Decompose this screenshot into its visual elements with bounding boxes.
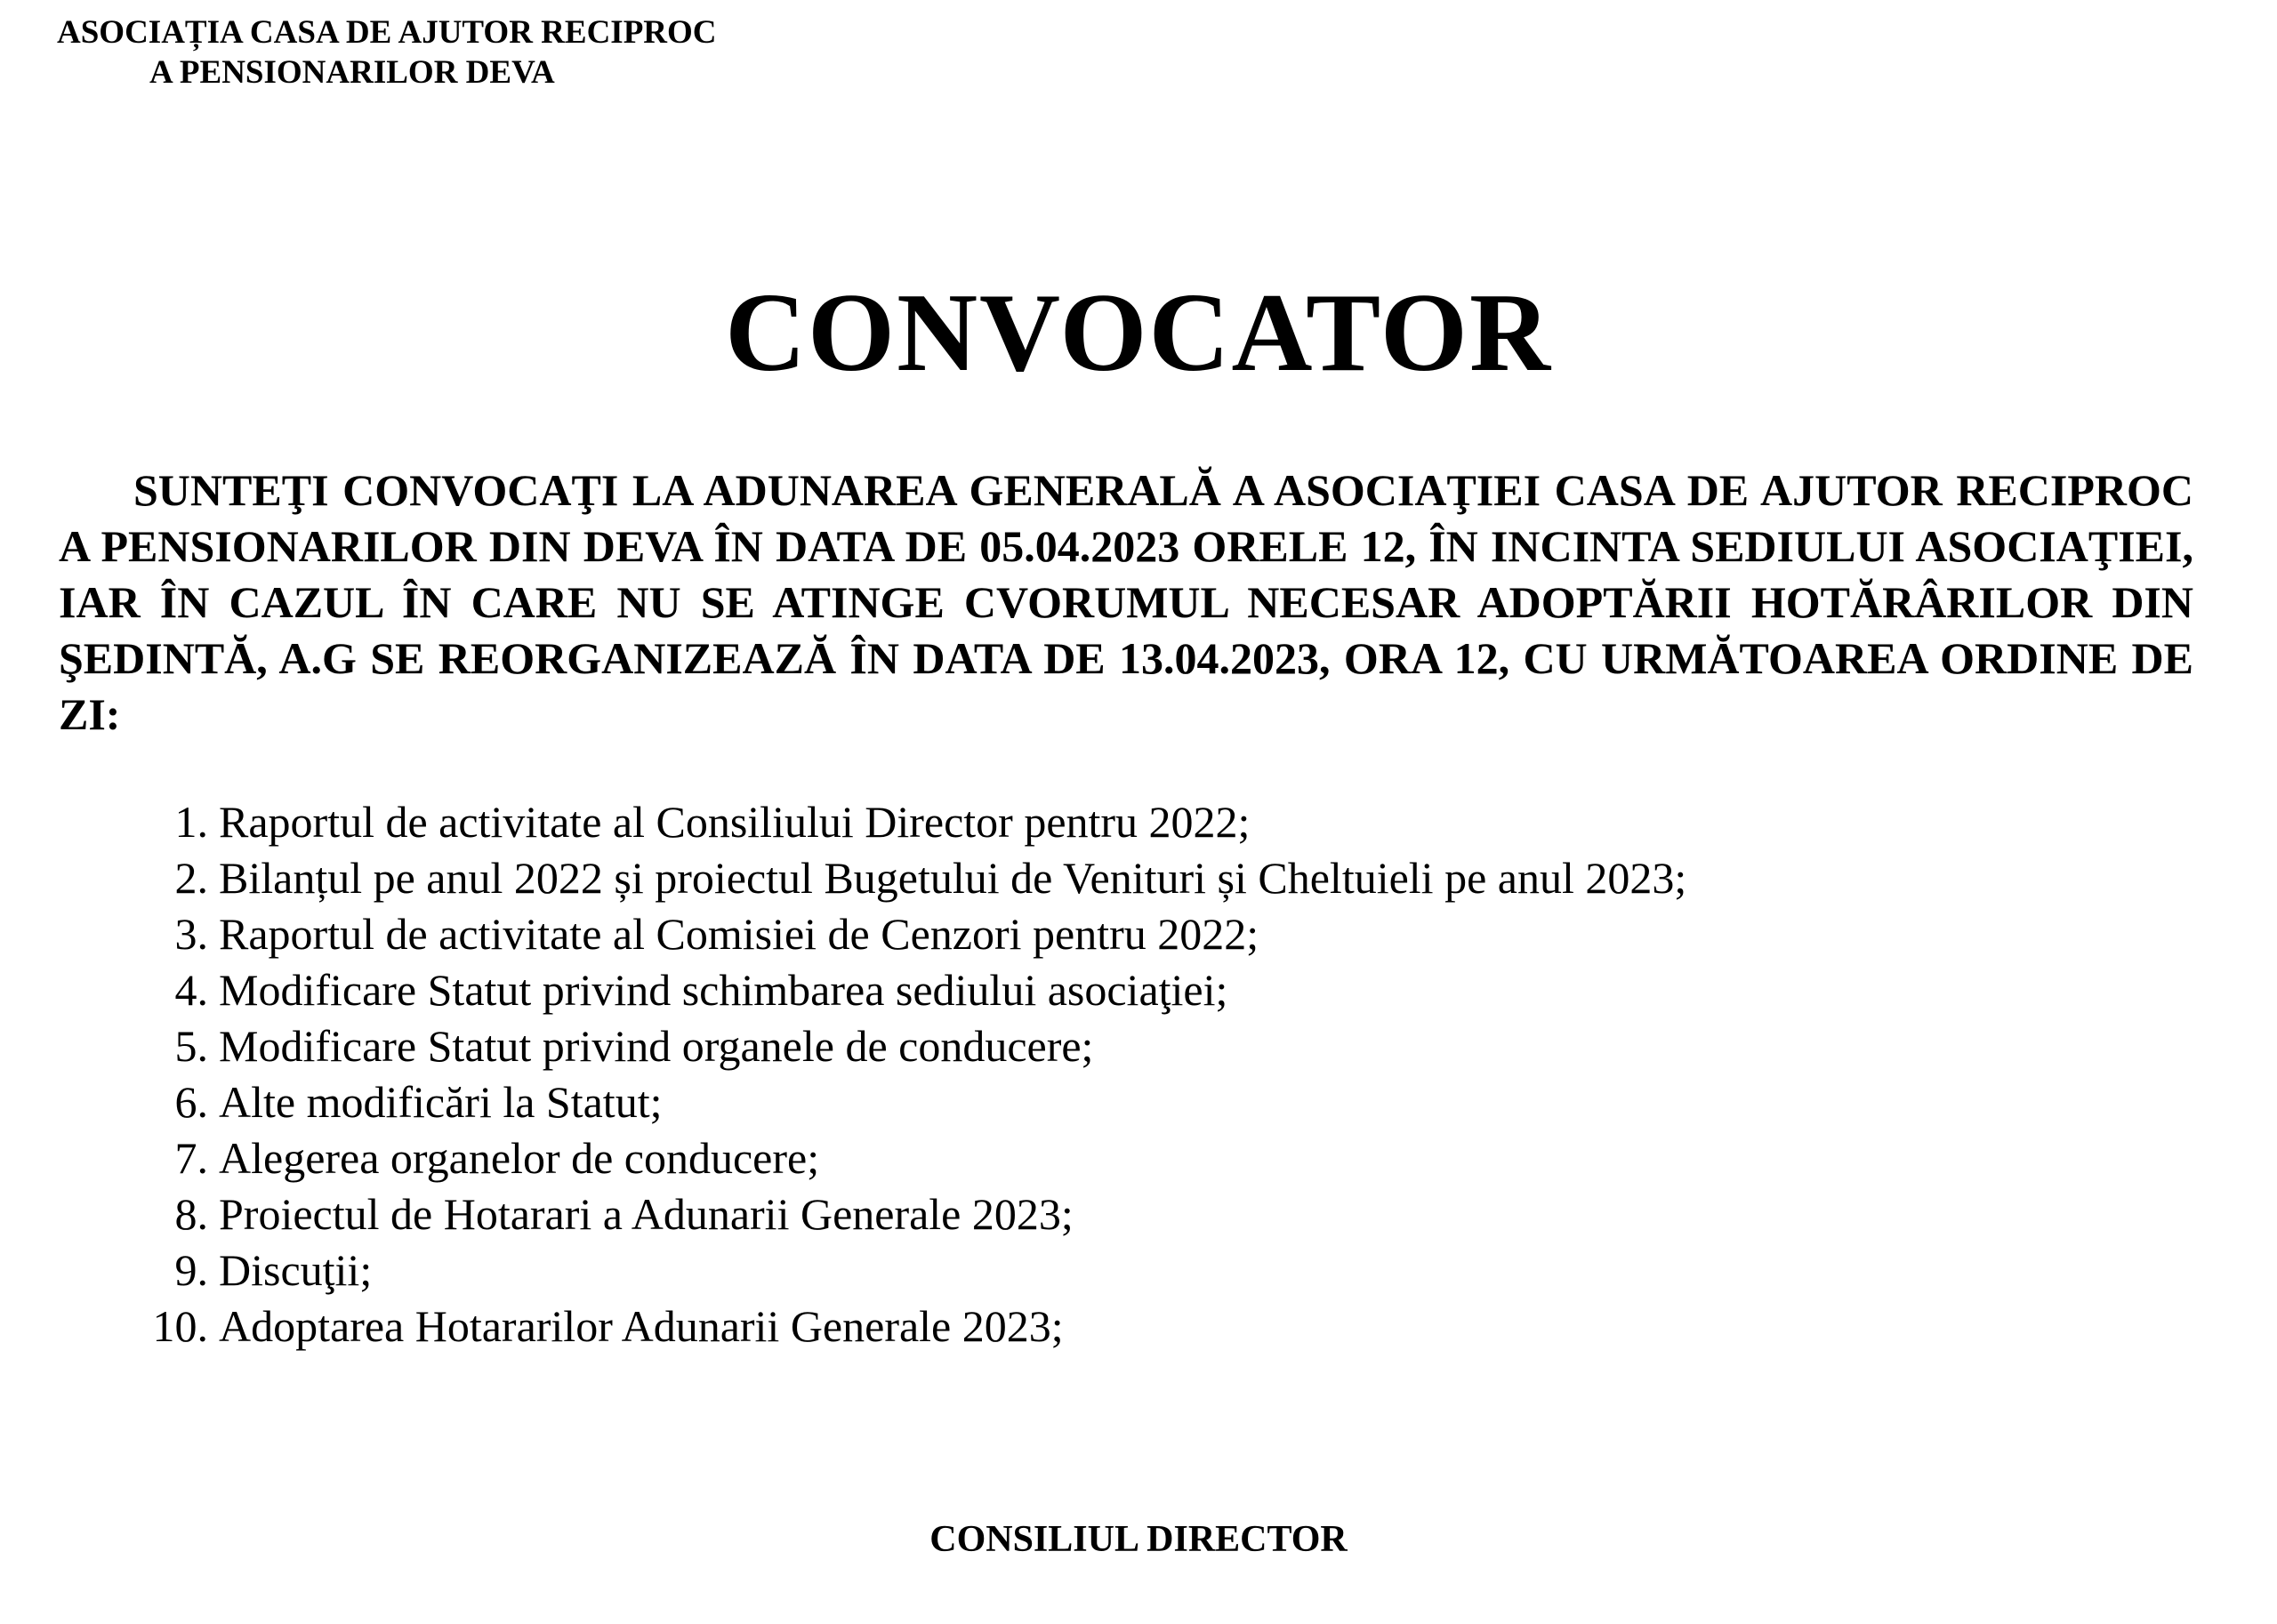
agenda-item-text: Bilanțul pe anul 2022 și proiectul Bugetului de Venituri și Cheltuieli pe anul 2023; [219, 853, 1687, 903]
agenda-item-text: Alte modificări la Statut; [219, 1077, 663, 1127]
agenda-item-text: Adoptarea Hotararilor Adunarii Generale 2023; [219, 1301, 1064, 1351]
signature-line: CONSILIUL DIRECTOR [929, 1519, 1348, 1560]
agenda-item-number: 3. [174, 909, 208, 959]
document-title: CONVOCATOR [725, 271, 1552, 395]
organization-header [57, 12, 717, 92]
agenda-item-number: 1. [174, 797, 208, 847]
agenda-item-text: Raportul de activitate al Consiliului Director pentru 2022; [219, 797, 1251, 847]
agenda-item [125, 1018, 1686, 1074]
agenda-item-text: Proiectul de Hotarari a Adunarii Generale 2023; [219, 1189, 1074, 1239]
agenda-item-number: 4. [174, 965, 208, 1015]
organization-name-line2: A PENSIONARILOR DEVA [149, 54, 555, 91]
agenda-item [125, 850, 1686, 906]
agenda-item [125, 1130, 1686, 1186]
agenda-item-number: 2. [174, 853, 208, 903]
agenda-item-text: Discuţii; [219, 1245, 373, 1295]
agenda-item-text: Raportul de activitate al Comisiei de Cenzori pentru 2022; [219, 909, 1259, 959]
agenda-item-number: 7. [174, 1133, 208, 1183]
agenda-item-number: 8. [174, 1189, 208, 1239]
agenda-item-text: Modificare Statut privind schimbarea sediului asociaţiei; [219, 965, 1228, 1015]
agenda-item [125, 1074, 1686, 1130]
organization-name-line1: ASOCIAȚIA CASA DE AJUTOR RECIPROC [57, 14, 717, 51]
agenda-item-number: 5. [174, 1021, 208, 1071]
convocation-paragraph: SUNTEŢI CONVOCAŢI LA ADUNAREA GENERALĂ A ASOCIAŢIEI CASA DE AJUTOR RECIPROC A PENSIONARILOR DIN DEVA ÎN DATA DE 05.04.2023 ORELE 12, ÎN INCINTA SEDIULUI ASOCIAŢIEI, IAR ÎN CAZUL ÎN CARE NU SE ATINGE CVORUMUL NECESAR ADOPTĂRII HOTĂRÂRILOR DIN ŞEDINTĂ, A.G SE REORGANIZEAZĂ ÎN DATA DE 13.04.2023, ORA 12, CU URMĂTOAREA ORDINE DE ZI: [59, 465, 2193, 739]
agenda-item [125, 1298, 1686, 1355]
agenda-item-number: 6. [174, 1077, 208, 1127]
agenda-item-text: Modificare Statut privind organele de conducere; [219, 1021, 1094, 1071]
agenda-item [125, 1242, 1686, 1298]
agenda-item-text: Alegerea organelor de conducere; [219, 1133, 820, 1183]
agenda-item [125, 1186, 1686, 1242]
agenda-item [125, 794, 1686, 850]
agenda-item [125, 962, 1686, 1018]
agenda-list [125, 794, 1686, 1355]
agenda-item-number: 10. [152, 1301, 208, 1351]
agenda-item [125, 906, 1686, 962]
agenda-item-number: 9. [174, 1245, 208, 1295]
